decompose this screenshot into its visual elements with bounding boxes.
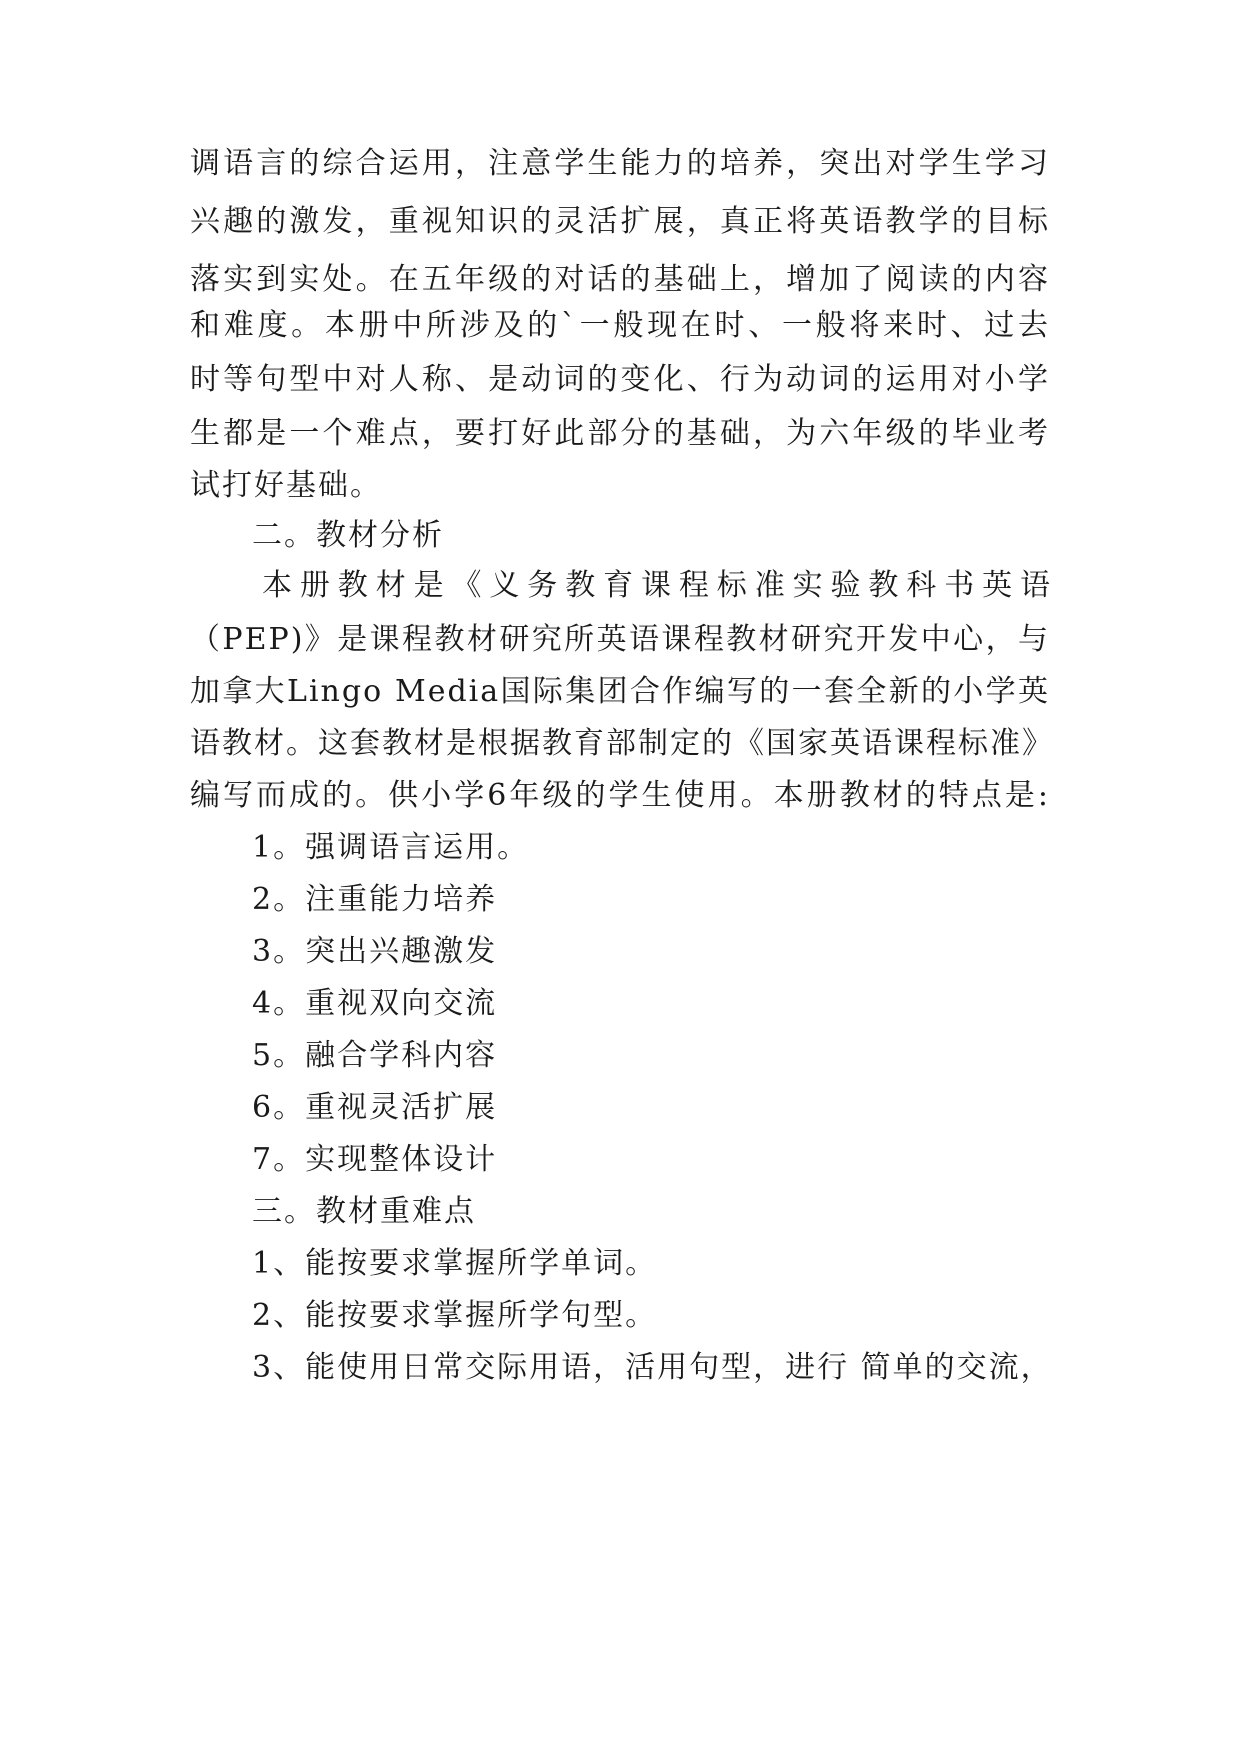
paragraph-line: 试打好基础。 — [190, 468, 382, 503]
list-item: 6。重视灵活扩展 — [252, 1090, 498, 1125]
paragraph-line: 语教材。这套教材是根据教育部制定的《国家英语课程标准》 — [190, 726, 1054, 761]
paragraph-line: 落实到实处。在五年级的对话的基础上，增加了阅读的内容 — [190, 262, 1050, 297]
paragraph-line: 编写而成的。供小学6年级的学生使用。本册教材的特点是: — [190, 778, 1050, 813]
paragraph-line: 兴趣的激发，重视知识的灵活扩展，真正将英语教学的目标 — [190, 204, 1050, 239]
list-item: 7。实现整体设计 — [252, 1142, 498, 1177]
section-heading: 三。教材重难点 — [252, 1194, 476, 1229]
list-item: 1。强调语言运用。 — [252, 830, 530, 865]
list-item: 1、能按要求掌握所学单词。 — [252, 1246, 658, 1281]
paragraph-line: （PEP)》是课程教材研究所英语课程教材研究开发中心，与 — [190, 622, 1050, 657]
paragraph-line: 加拿大Lingo Media国际集团合作编写的一套全新的小学英 — [190, 674, 1050, 709]
section-heading: 二。教材分析 — [252, 518, 444, 553]
list-item: 2。注重能力培养 — [252, 882, 498, 917]
paragraph-line: 本册教材是《义务教育课程标准实验教科书英语 — [262, 568, 1052, 603]
list-item: 5。融合学科内容 — [252, 1038, 498, 1073]
list-item: 4。重视双向交流 — [252, 986, 498, 1021]
paragraph-line: 和难度。本册中所涉及的`一般现在时、一般将来时、过去 — [190, 308, 1050, 343]
list-item: 3。突出兴趣激发 — [252, 934, 498, 969]
paragraph-line: 时等句型中对人称、是动词的变化、行为动词的运用对小学 — [190, 362, 1050, 397]
list-item: 3、能使用日常交际用语，活用句型，进行 简单的交流， — [252, 1350, 1053, 1385]
list-item: 2、能按要求掌握所学句型。 — [252, 1298, 658, 1333]
paragraph-line: 调语言的综合运用，注意学生能力的培养，突出对学生学习 — [190, 146, 1050, 181]
paragraph-line: 生都是一个难点，要打好此部分的基础，为六年级的毕业考 — [190, 416, 1050, 451]
